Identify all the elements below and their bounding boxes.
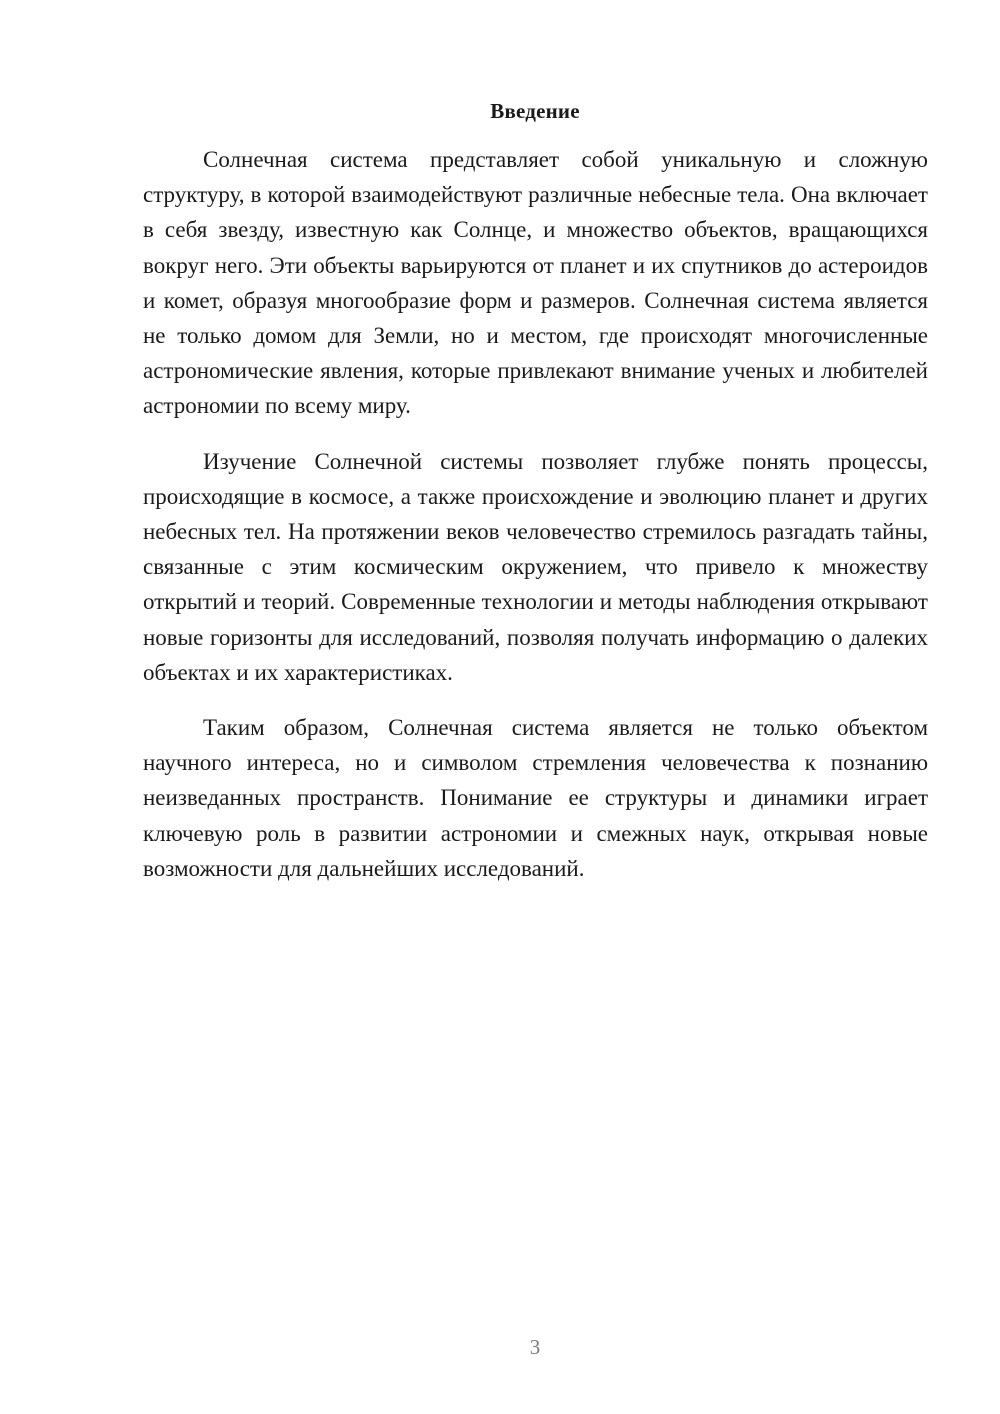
paragraph-2: Изучение Солнечной системы позволяет глубже понять процессы, происходящие в космосе, а также происхождение и эволюцию планет и других небесных тел. На протяжении веков человечество стремилось разгадать тайны, связанные с этим космическим окружением, что привело к множеству открытий и теорий. Современные технологии и методы наблюдения открывают новые горизонты для исследований, позволяя получать информацию о далеких объектах и их характеристиках. bbox=[143, 448, 928, 685]
page-title: Введение bbox=[490, 99, 580, 123]
page-number: 3 bbox=[529, 1335, 541, 1359]
paragraph-1: Солнечная система представляет собой уникальную и сложную структуру, в которой взаимодействуют различные небесные тела. Она включает в себя звезду, известную как Солнце, и множество объектов, вращающихся вокруг него. Эти объекты варьируются от планет и их спутников до астероидов и комет, образуя многообразие форм и размеров. Солнечная система является не только домом для Земли, но и местом, где происходят многочисленные астрономические явления, которые привлекают внимание ученых и любителей астрономии по всему миру. bbox=[143, 147, 928, 419]
body-text bbox=[143, 142, 928, 906]
paragraph-3: Таким образом, Солнечная система является не только объектом научного интереса, но и символом стремления человечества к познанию неизведанных пространств. Понимание ее структуры и динамики играет ключевую роль в развитии астрономии и смежных наук, открывая новые возможности для дальнейших исследований. bbox=[143, 715, 928, 881]
